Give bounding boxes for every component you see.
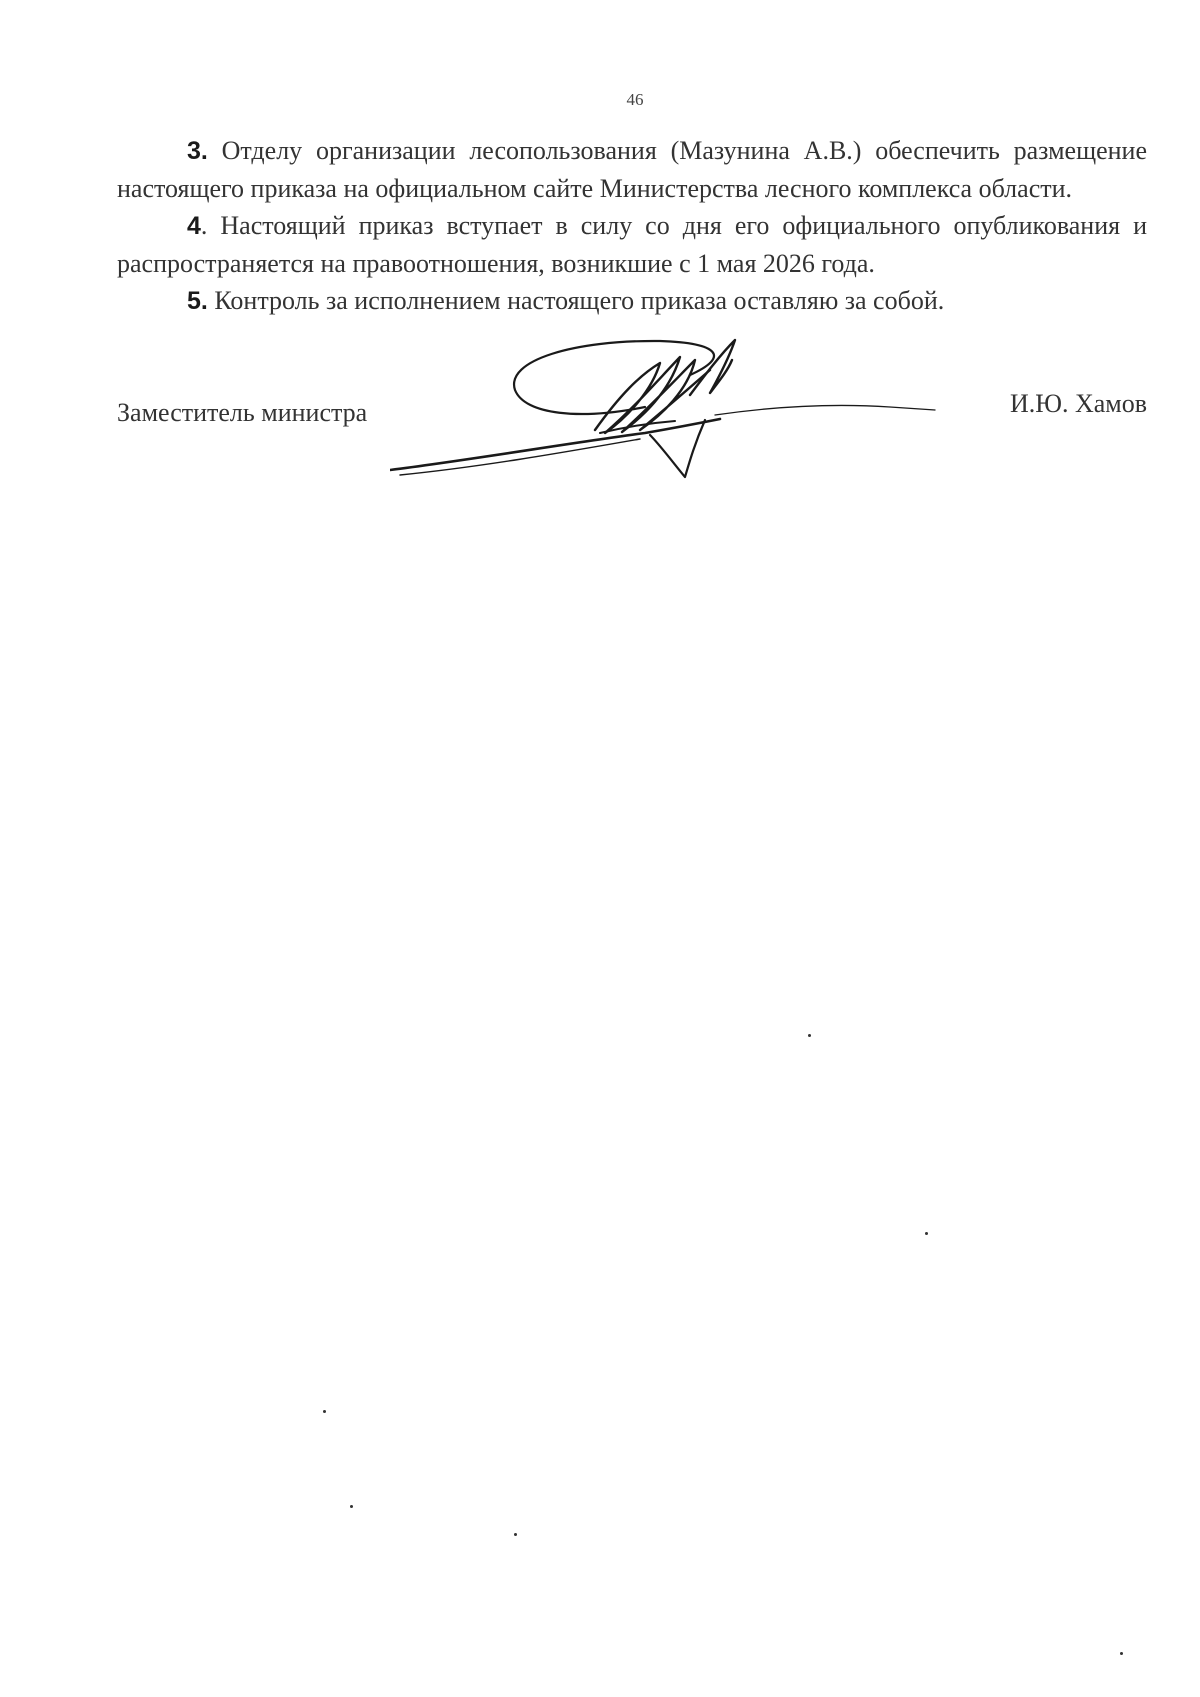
scan-speck xyxy=(925,1232,928,1235)
signer-name: И.Ю. Хамов xyxy=(1009,389,1147,418)
paragraph-number: 5. xyxy=(187,287,208,315)
paragraph-text: Контроль за исполнением настоящего приказа оставляю за собой. xyxy=(207,286,945,315)
scan-speck xyxy=(1120,1652,1123,1655)
scan-speck xyxy=(514,1533,517,1536)
paragraph-text: Отделу организации лесопользования (Мазунина А.В.) обеспечить размещение настоящего приказа на официальном сайте Министерства лесного комплекса области. xyxy=(117,136,1147,203)
paragraph-3 xyxy=(117,132,1147,207)
paragraph-number: 3. xyxy=(187,137,208,165)
scan-speck xyxy=(323,1410,326,1413)
scan-speck xyxy=(350,1505,353,1508)
handwritten-signature xyxy=(390,335,960,485)
paragraph-5 xyxy=(117,282,1147,320)
body-text xyxy=(117,132,1147,320)
position-title: Заместитель министра xyxy=(117,398,368,427)
paragraph-4 xyxy=(117,207,1147,282)
scan-speck xyxy=(808,1034,811,1037)
page-number: 46 xyxy=(626,90,644,109)
paragraph-text: . Настоящий приказ вступает в силу со дня его официального опубликования и распространяется на правоотношения, возникшие с 1 мая 2026 года. xyxy=(117,211,1147,278)
paragraph-number: 4 xyxy=(187,212,201,240)
